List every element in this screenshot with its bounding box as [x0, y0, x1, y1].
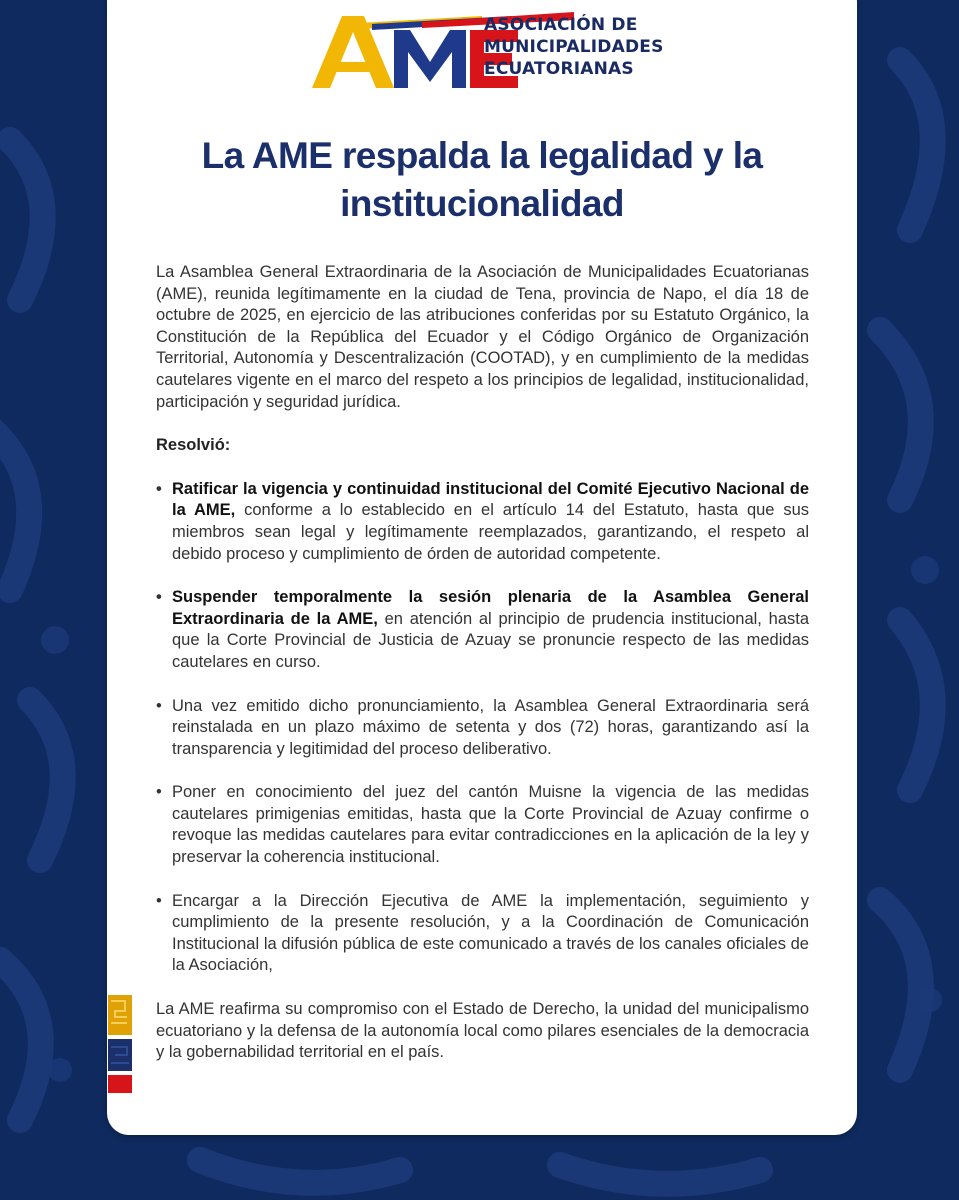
- resolution-item-1-bold: Ratificar la vigencia y continuidad institucional del Comité Ejecutivo Nacional de la AME,: [172, 479, 809, 520]
- intro-paragraph: La Asamblea General Extraordinaria de la Asociación de Municipalidades Ecuatorianas (AME), reunida legítimamente en la ciudad de Tena, provincia de Napo, el día 18 de octubre de 2025, en ejercicio de las atribuciones conferidas por su Estatuto Orgánico, la Constitución de la República del Ecuador y el Código Orgánico de Organización Territorial, Autonomía y Descentralización (COOTAD), y en cumplimiento de la medidas cautelares vigente en el marco del respeto a los principios de legalidad, institucionalidad, participación y seguridad jurídica.: [156, 263, 809, 411]
- bullet-icon: •: [156, 588, 162, 607]
- statement-card: [107, 0, 857, 1135]
- closing-paragraph: La AME reafirma su compromiso con el Estado de Derecho, la unidad del municipalismo ecuatoriano y la defensa de la autonomía local como pilares esenciales de la democracia y la gobernabilidad territorial en el país.: [156, 1000, 809, 1062]
- resolution-item-1: [156, 479, 809, 565]
- resolution-item-3: [156, 696, 809, 761]
- organization-name-line3: ECUATORIANAS: [484, 59, 634, 79]
- page-title: La AME respalda la legalidad y la institucionalidad: [201, 135, 763, 224]
- organization-name-line2: MUNICIPALIDADES: [484, 37, 664, 57]
- bullet-icon: •: [156, 696, 162, 715]
- resolution-item-1-text: conforme a lo establecido en el artículo 14 del Estatuto, hasta que sus miembros sean legal y legítimamente reemplazados, garantizando, el respeto al debido proceso y cumplimiento de órden de autoridad competente.: [172, 501, 809, 563]
- bullet-icon: •: [156, 783, 162, 802]
- organization-name-line1: ASOCIACIÓN DE: [484, 15, 638, 35]
- resolution-item-2: [156, 587, 809, 673]
- resolution-item-4-text: Poner en conocimiento del juez del cantón Muisne la vigencia de las medidas cautelares primigenias emitidas, hasta que la Corte Provincial de Azuay confirme o revoque las medidas cautelares para evitar contradicciones en la aplicación de la ley y preservar la coherencia institucional.: [172, 783, 809, 867]
- resolvio-heading: Resolvió:: [156, 436, 231, 455]
- resolution-item-5: [156, 891, 809, 977]
- statement-body: [156, 262, 809, 1064]
- resolution-item-4: [156, 782, 809, 868]
- resolution-list: [156, 479, 809, 977]
- bullet-icon: •: [156, 891, 162, 910]
- bullet-icon: •: [156, 479, 162, 498]
- organization-name: [484, 14, 664, 80]
- resolution-item-5-text: Encargar a la Dirección Ejecutiva de AME la implementación, seguimiento y cumplimiento de la presente resolución, y a la Coordinación de Comunicación Institucional la difusión pública de este comunicado a través de los canales oficiales de la Asociación,: [172, 891, 809, 975]
- resolution-item-3-text: Una vez emitido dicho pronunciamiento, la Asamblea General Extraordinaria será reinstalada en un plazo máximo de setenta y dos (72) horas, garantizando así la transparencia y legitimidad del proceso deliberativo.: [172, 696, 809, 758]
- resolution-item-2-text: en atención al principio de prudencia institucional, hasta que la Corte Provincial de Justicia de Azuay se pronuncie respecto de las medidas cautelares en curso.: [172, 609, 810, 671]
- decorative-color-band: [108, 995, 132, 1095]
- resolution-item-2-bold: Suspender temporalmente la sesión plenaria de la Asamblea General Extraordinaria de la AME,: [172, 588, 809, 628]
